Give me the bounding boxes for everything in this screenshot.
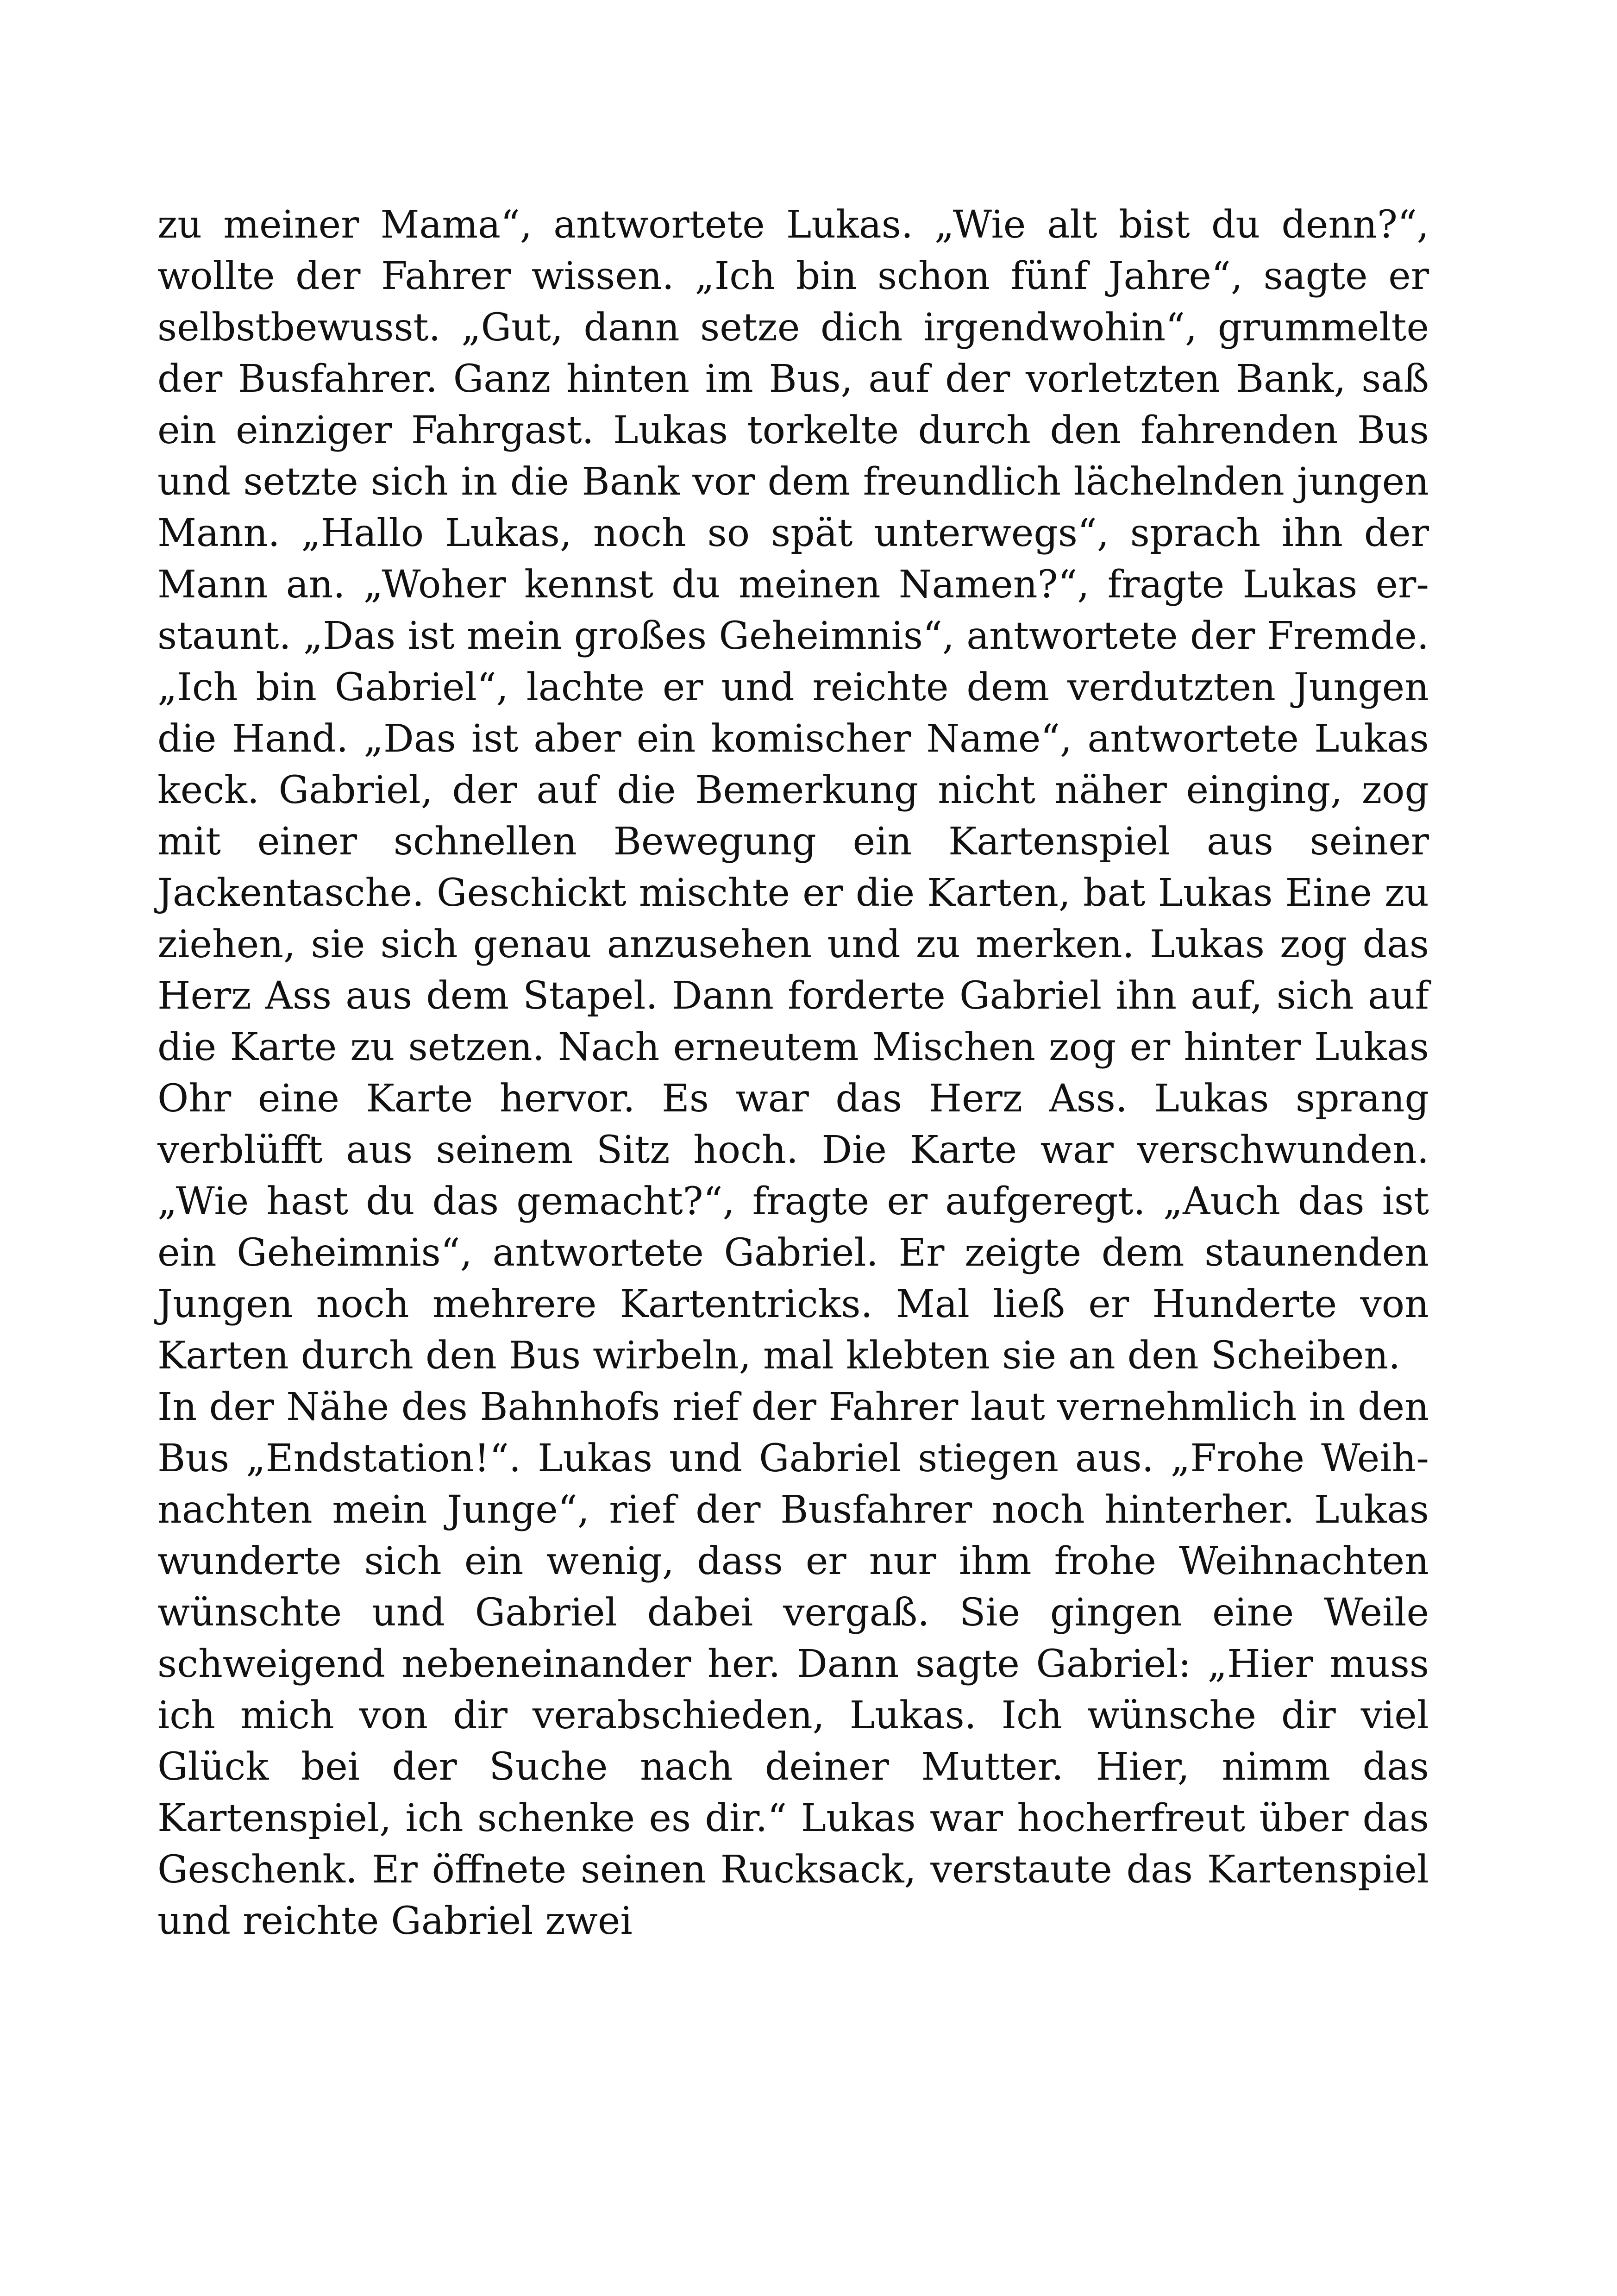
paragraph-2: In der Nähe des Bahnhofs rief der Fahrer laut vernehmlich in den Bus „Endstation!“. Lukas und Gabriel stiegen aus. „Frohe Weihnachten mein Junge“, rief der Busfahrer noch hinterher. Lukas wunderte sich ein wenig, dass er nur ihm frohe Weihnachten wünschte und Gabriel dabei vergaß. Sie gingen eine Weile schweigend nebeneinander her. Dann sagte Gabriel: „Hier muss ich mich von dir verabschieden, Lukas. Ich wünsche dir viel Glück bei der Suche nach deiner Mutter. Hier, nimm das Kartenspiel, ich schenke es dir.“ Lukas war hocherfreut über das Geschenk. Er öffnete seinen Rucksack, verstaute das Kartenspiel und reichte Gabriel zwei — [157, 1385, 1429, 1943]
page-body — [157, 199, 1429, 1947]
paragraph-1: zu meiner Mama“, antwortete Lukas. „Wie alt bist du denn?“, wollte der Fahrer wissen. „Ich bin schon fünf Jahre“, sagte er selbstbewusst. „Gut, dann setze dich irgendwohin“, grummelte der Busfahrer. Ganz hinten im Bus, auf der vorletzten Bank, saß ein einziger Fahrgast. Lukas torkelte durch den fahrenden Bus und setzte sich in die Bank vor dem freundlich lächelnden jungen Mann. „Hallo Lukas, noch so spät unterwegs“, sprach ihn der Mann an. „Woher kennst du meinen Namen?“, fragte Lukas erstaunt. „Das ist mein großes Geheimnis“, antwortete der Fremde. „Ich bin Gabriel“, lachte er und reichte dem verdutzten Jungen die Hand. „Das ist aber ein komischer Name“, antwortete Lukas keck. Gabriel, der auf die Bemerkung nicht näher einging, zog mit einer schnellen Bewegung ein Kartenspiel aus seiner Jackentasche. Geschickt mischte er die Karten, bat Lukas Eine zu ziehen, sie sich genau anzusehen und zu merken. Lukas zog das Herz Ass aus dem Stapel. Dann forderte Gabriel ihn auf, sich auf die Karte zu setzen. Nach erneutem Mischen zog er hinter Lukas Ohr eine Karte hervor. Es war das Herz Ass. Lukas sprang verblüfft aus seinem Sitz hoch. Die Karte war verschwunden. „Wie hast du das gemacht?“, fragte er aufgeregt. „Auch das ist ein Geheimnis“, antwortete Gabriel. Er zeigte dem staunenden Jungen noch mehrere Kartentricks. Mal ließ er Hunderte von Karten durch den Bus wirbeln, mal klebten sie an den Scheiben. — [157, 203, 1429, 1378]
